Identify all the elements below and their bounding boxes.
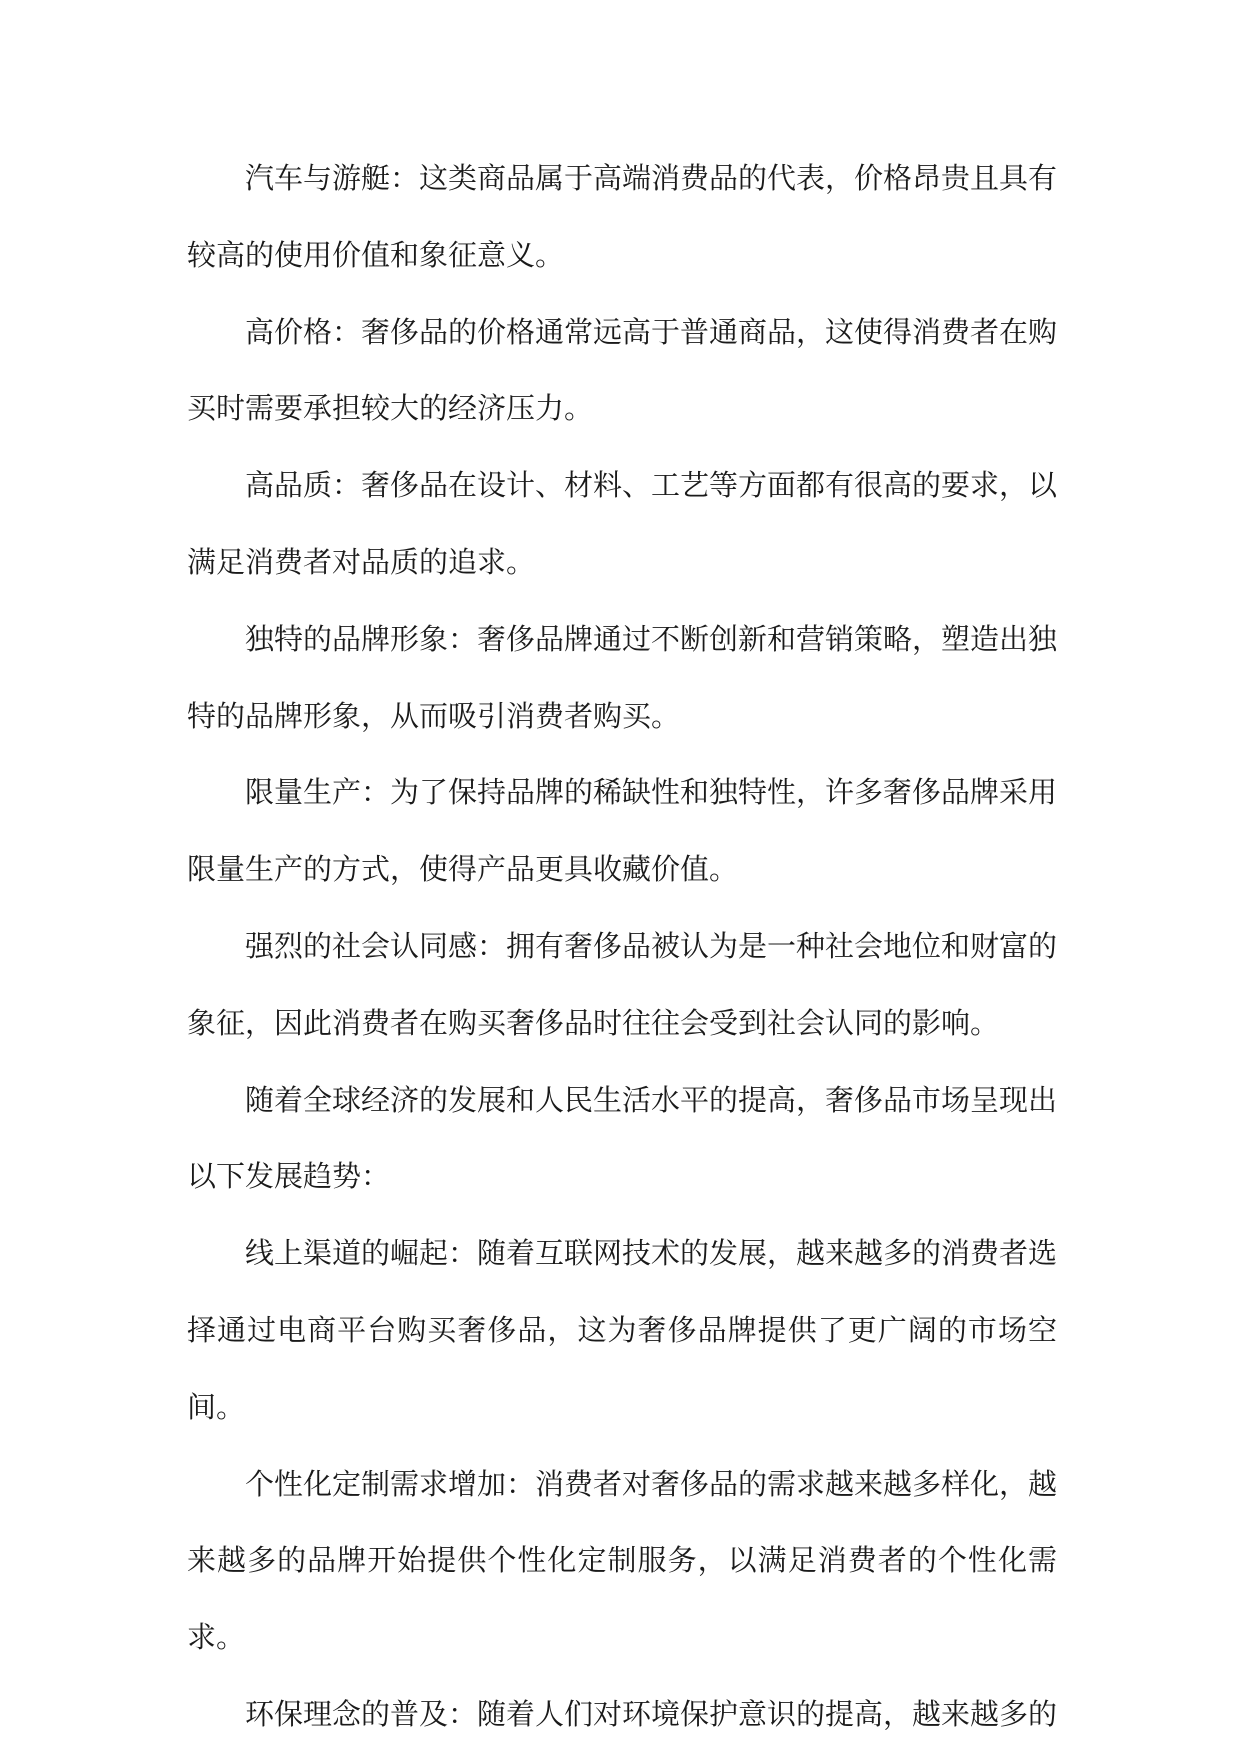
paragraph-social-identity: 强烈的社会认同感：拥有奢侈品被认为是一种社会地位和财富的象征，因此消费者在购买奢侈品时往往会受到社会认同的影响。 <box>187 928 1058 1040</box>
paragraph-customization: 个性化定制需求增加：消费者对奢侈品的需求越来越多样化，越来越多的品牌开始提供个性化定制服务，以满足消费者的个性化需求。 <box>187 1466 1058 1655</box>
document-body <box>187 140 1057 1753</box>
paragraph-cars-yachts: 汽车与游艇：这类商品属于高端消费品的代表，价格昂贵且具有较高的使用价值和象征意义。 <box>187 161 1058 272</box>
paragraph-brand-image: 独特的品牌形象：奢侈品牌通过不断创新和营销策略，塑造出独特的品牌形象，从而吸引消费者购买。 <box>187 621 1058 733</box>
paragraph-market-trends-intro: 随着全球经济的发展和人民生活水平的提高，奢侈品市场呈现出以下发展趋势： <box>187 1082 1058 1194</box>
paragraph-high-quality: 高品质：奢侈品在设计、材料、工艺等方面都有很高的要求，以满足消费者对品质的追求。 <box>187 468 1058 579</box>
paragraph-environmental: 环保理念的普及：随着人们对环境保护意识的提高，越来越多的 <box>245 1696 1058 1731</box>
paragraph-high-price: 高价格：奢侈品的价格通常远高于普通商品，这使得消费者在购买时需要承担较大的经济压力。 <box>187 314 1058 426</box>
paragraph-online-channels: 线上渠道的崛起：随着互联网技术的发展，越来越多的消费者选择通过电商平台购买奢侈品，这为奢侈品牌提供了更广阔的市场空间。 <box>187 1236 1058 1424</box>
paragraph-limited-production: 限量生产：为了保持品牌的稀缺性和独特性，许多奢侈品牌采用限量生产的方式，使得产品更具收藏价值。 <box>187 775 1058 887</box>
